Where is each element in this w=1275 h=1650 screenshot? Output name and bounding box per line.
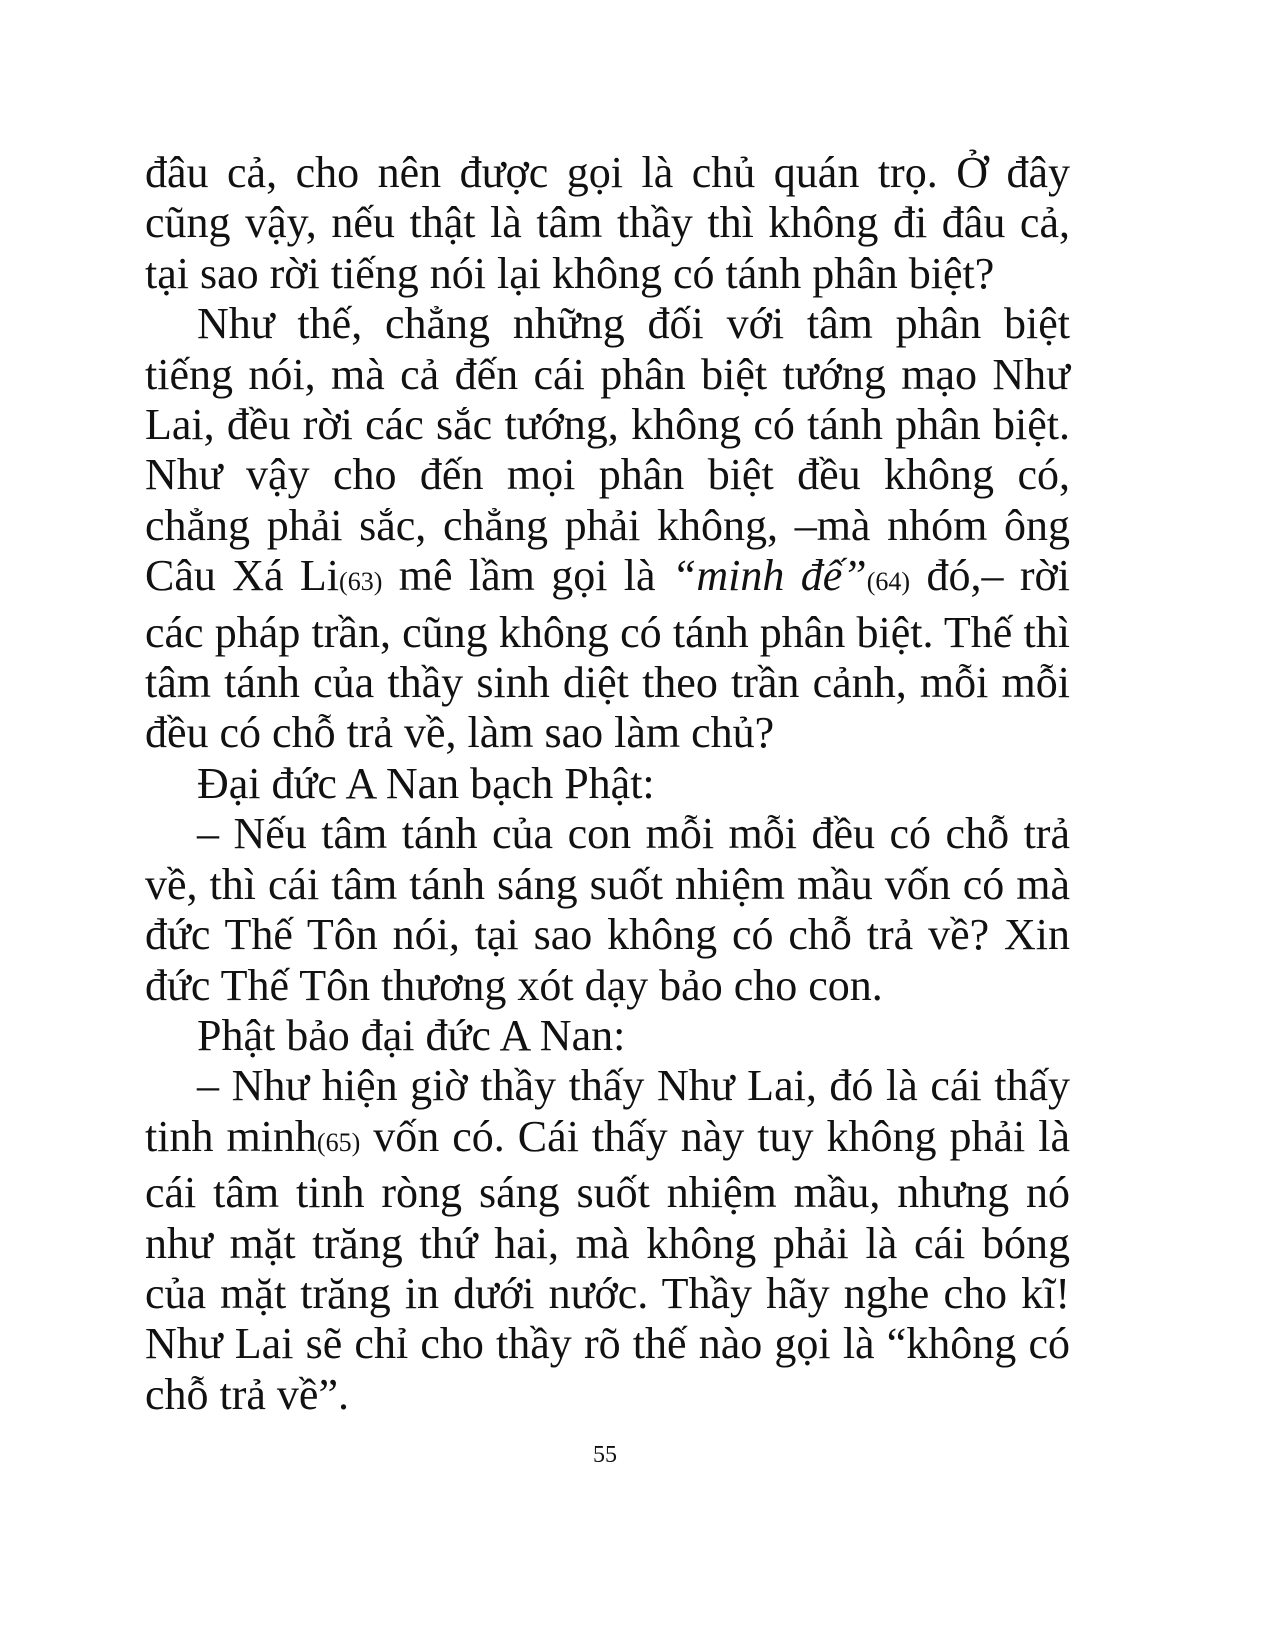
footnote-ref-63: (63) xyxy=(339,567,383,597)
paragraph-buddha-answer xyxy=(145,1061,1070,1420)
page-number: 55 xyxy=(593,1442,617,1468)
paragraph-nhu-the-text-1: Như thế, chẳng những đối với tâm phân biệt tiếng nói, mà cả đến cái phân biệt tướng mạo Như Lai, đều rời các sắc tướng, không có tánh phân biệt. Như vậy cho đến mọi phân biệt đều không có, chẳng phải sắc, chẳng phải không, –mà nhóm ông Câu Xá Li xyxy=(145,299,1070,601)
paragraph-ananda-question: – Nếu tâm tánh của con mỗi mỗi đều có chỗ trả về, thì cái tâm tánh sáng suốt nhiệm mầu vốn có mà đức Thế Tôn nói, tại sao không có chỗ trả về? Xin đức Thế Tôn thương xót dạy bảo cho con. xyxy=(145,809,1070,1010)
paragraph-buddha-answer-text-1: – Như hiện giờ thầy thấy Như Lai, đó là cái thấy tinh minh xyxy=(145,1061,1070,1161)
footnote-ref-65: (65) xyxy=(316,1127,361,1157)
paragraph-buddha-speaks: Phật bảo đại đức A Nan: xyxy=(197,1010,626,1060)
footnote-ref-64: (64) xyxy=(866,567,911,597)
italic-term-minh-de: “minh đế” xyxy=(671,551,867,601)
paragraph-nhu-the-text-3: đó,– rời các pháp trần, cũng không có tánh phân biệt. Thế thì tâm tánh của thầy sinh diệt theo trần cảnh, mỗi mỗi đều có chỗ trả về, làm sao làm chủ? xyxy=(145,551,1070,758)
paragraph-nhu-the-text-2: mê lầm gọi là xyxy=(382,551,672,601)
paragraph-buddha-answer-text-2: vốn có. Cái thấy này tuy không phải là cái tâm tinh ròng sáng suốt nhiệm mầu, nhưng nó như mặt trăng thứ hai, mà không phải là cái bóng của mặt trăng in dưới nước. Thầy hãy nghe cho kĩ! Như Lai sẽ chỉ cho thầy rõ thế nào gọi là “không có chỗ trả về”. xyxy=(145,1111,1070,1419)
paragraph-continuation: đâu cả, cho nên được gọi là chủ quán trọ. Ở đây cũng vậy, nếu thật là tâm thầy thì không đi đâu cả, tại sao rời tiếng nói lại không có tánh phân biệt? xyxy=(145,148,1070,298)
paragraph-nhu-the xyxy=(145,299,1070,759)
page-body xyxy=(145,148,1070,1420)
paragraph-ananda-speaks: Đại đức A Nan bạch Phật: xyxy=(197,758,655,808)
